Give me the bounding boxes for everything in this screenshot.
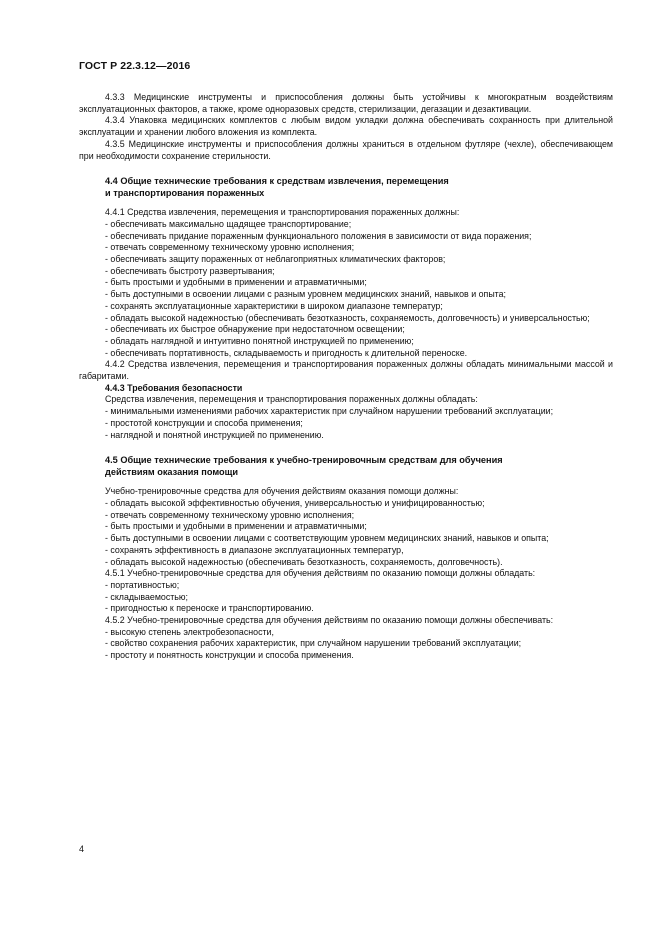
list-item: - отвечать современному техническому уровню исполнения; [105, 509, 355, 520]
paragraph-4-5-1: 4.5.1 Учебно-тренировочные средства для обучения действиям по оказанию помощи должны обладать: [105, 568, 536, 579]
list-item: - обладать наглядной и интуитивно понятной инструкцией по применению; [105, 335, 414, 346]
list-item: - складываемостью; [105, 591, 188, 602]
list-item: - обеспечивать их быстрое обнаружение при недостаточном освещении; [105, 324, 405, 335]
list-item: - обеспечивать максимально щадящее транспортирование; [105, 218, 352, 229]
list-item: - отвечать современному техническому уровню исполнения; [105, 242, 355, 253]
document-header: ГОСТ Р 22.3.12—2016 [79, 60, 191, 72]
list-item: - свойство сохранения рабочих характеристик, при случайном нарушении требований эксплуатации; [105, 638, 522, 649]
paragraph-4-3-5: 4.3.5 Медицинские инструменты и приспособления должны храниться в отдельном футляре (чехле), обеспечивающем при необходимости сохранение стерильности. [79, 138, 613, 161]
paragraph-4-3-4: 4.3.4 Упаковка медицинских комплектов с любым видом укладки должна обеспечивать сохранность при длительной эксплуатации и хранении любого вложения из комплекта. [79, 115, 613, 138]
list-item: - обеспечивать придание пораженным функционального положения в зависимости от вида поражения; [105, 230, 532, 241]
list-item: - обладать высокой надежностью (обеспечивать безотказность, сохраняемость, долговечность). [105, 556, 503, 567]
paragraph-4-4-3-intro: Средства извлечения, перемещения и транспортирования пораженных должны обладать: [105, 394, 478, 405]
list-item: - обладать высокой эффективностью обучения, универсальностью и унифицированностью; [105, 497, 485, 508]
list-item: - обладать высокой надежностью (обеспечивать безотказность, сохраняемость, долговечность) и универсальностью; [105, 312, 590, 323]
list-item: - высокую степень электробезопасности, [105, 626, 274, 637]
paragraph-4-4-2: 4.4.2 Средства извлечения, перемещения и транспортирования пораженных должны обладать минимальными массой и габаритами. [79, 359, 613, 382]
list-item: - простотой конструкции и способа применения; [105, 417, 303, 428]
section-4-5-heading-line2: действиям оказания помощи [105, 467, 239, 478]
paragraph-4-3-3: 4.3.3 Медицинские инструменты и приспособления должны быть устойчивы к многократным воздействиям эксплуатационных факторов, а также, кроме одноразовых средств, стерилизации, дегазации и дезактивации. [79, 92, 613, 114]
list-item: - минимальными изменениями рабочих характеристик при случайном нарушении требований эксплуатации; [105, 406, 554, 417]
list-item: - быть простыми и удобными в применении и атравматичными; [105, 277, 367, 288]
list-item: - сохранять эффективность в диапазоне эксплуатационных температур, [105, 544, 404, 555]
list-item: - пригодностью к переноске и транспортированию. [105, 603, 314, 614]
list-item: - обеспечивать быстроту развертывания; [105, 265, 275, 276]
document-body [79, 92, 613, 662]
list-item: - наглядной и понятной инструкцией по применению. [105, 429, 324, 440]
section-4-4-heading-line2: и транспортирования пораженных [105, 188, 265, 199]
list-item: - сохранять эксплуатационные характеристики в широком диапазоне температур; [105, 300, 443, 311]
list-item: - портативностью; [105, 579, 180, 590]
list-item: - быть доступными в освоении лицами с разным уровнем медицинских знаний, навыков и опыта; [105, 289, 507, 300]
list-item: - обеспечивать портативность, складываемость и пригодность к длительной переноске. [105, 347, 468, 358]
section-4-4-heading-line1: 4.4 Общие технические требования к средствам извлечения, перемещения [105, 176, 449, 187]
subsection-4-4-3-heading: 4.4.3 Требования безопасности [105, 382, 243, 393]
paragraph-4-5-2: 4.5.2 Учебно-тренировочные средства для обучения действиям по оказанию помощи должны обеспечивать: [105, 615, 554, 626]
list-item: - быть доступными в освоении лицами с соответствующим уровнем медицинских знаний, навыков и опыта; [105, 533, 549, 544]
list-item: - обеспечивать защиту пораженных от неблагоприятных климатических факторов; [105, 254, 446, 265]
paragraph-4-4-1: 4.4.1 Средства извлечения, перемещения и транспортирования пораженных должны: [105, 207, 460, 218]
list-item: - быть простыми и удобными в применении и атравматичными; [105, 521, 367, 532]
paragraph-4-5-intro: Учебно-тренировочные средства для обучения действиям оказания помощи должны: [105, 486, 459, 497]
page-number: 4 [79, 844, 85, 854]
section-4-5-heading-line1: 4.5 Общие технические требования к учебно-тренировочным средствам для обучения [105, 455, 503, 466]
list-item: - простоту и понятность конструкции и способа применения. [105, 650, 354, 661]
